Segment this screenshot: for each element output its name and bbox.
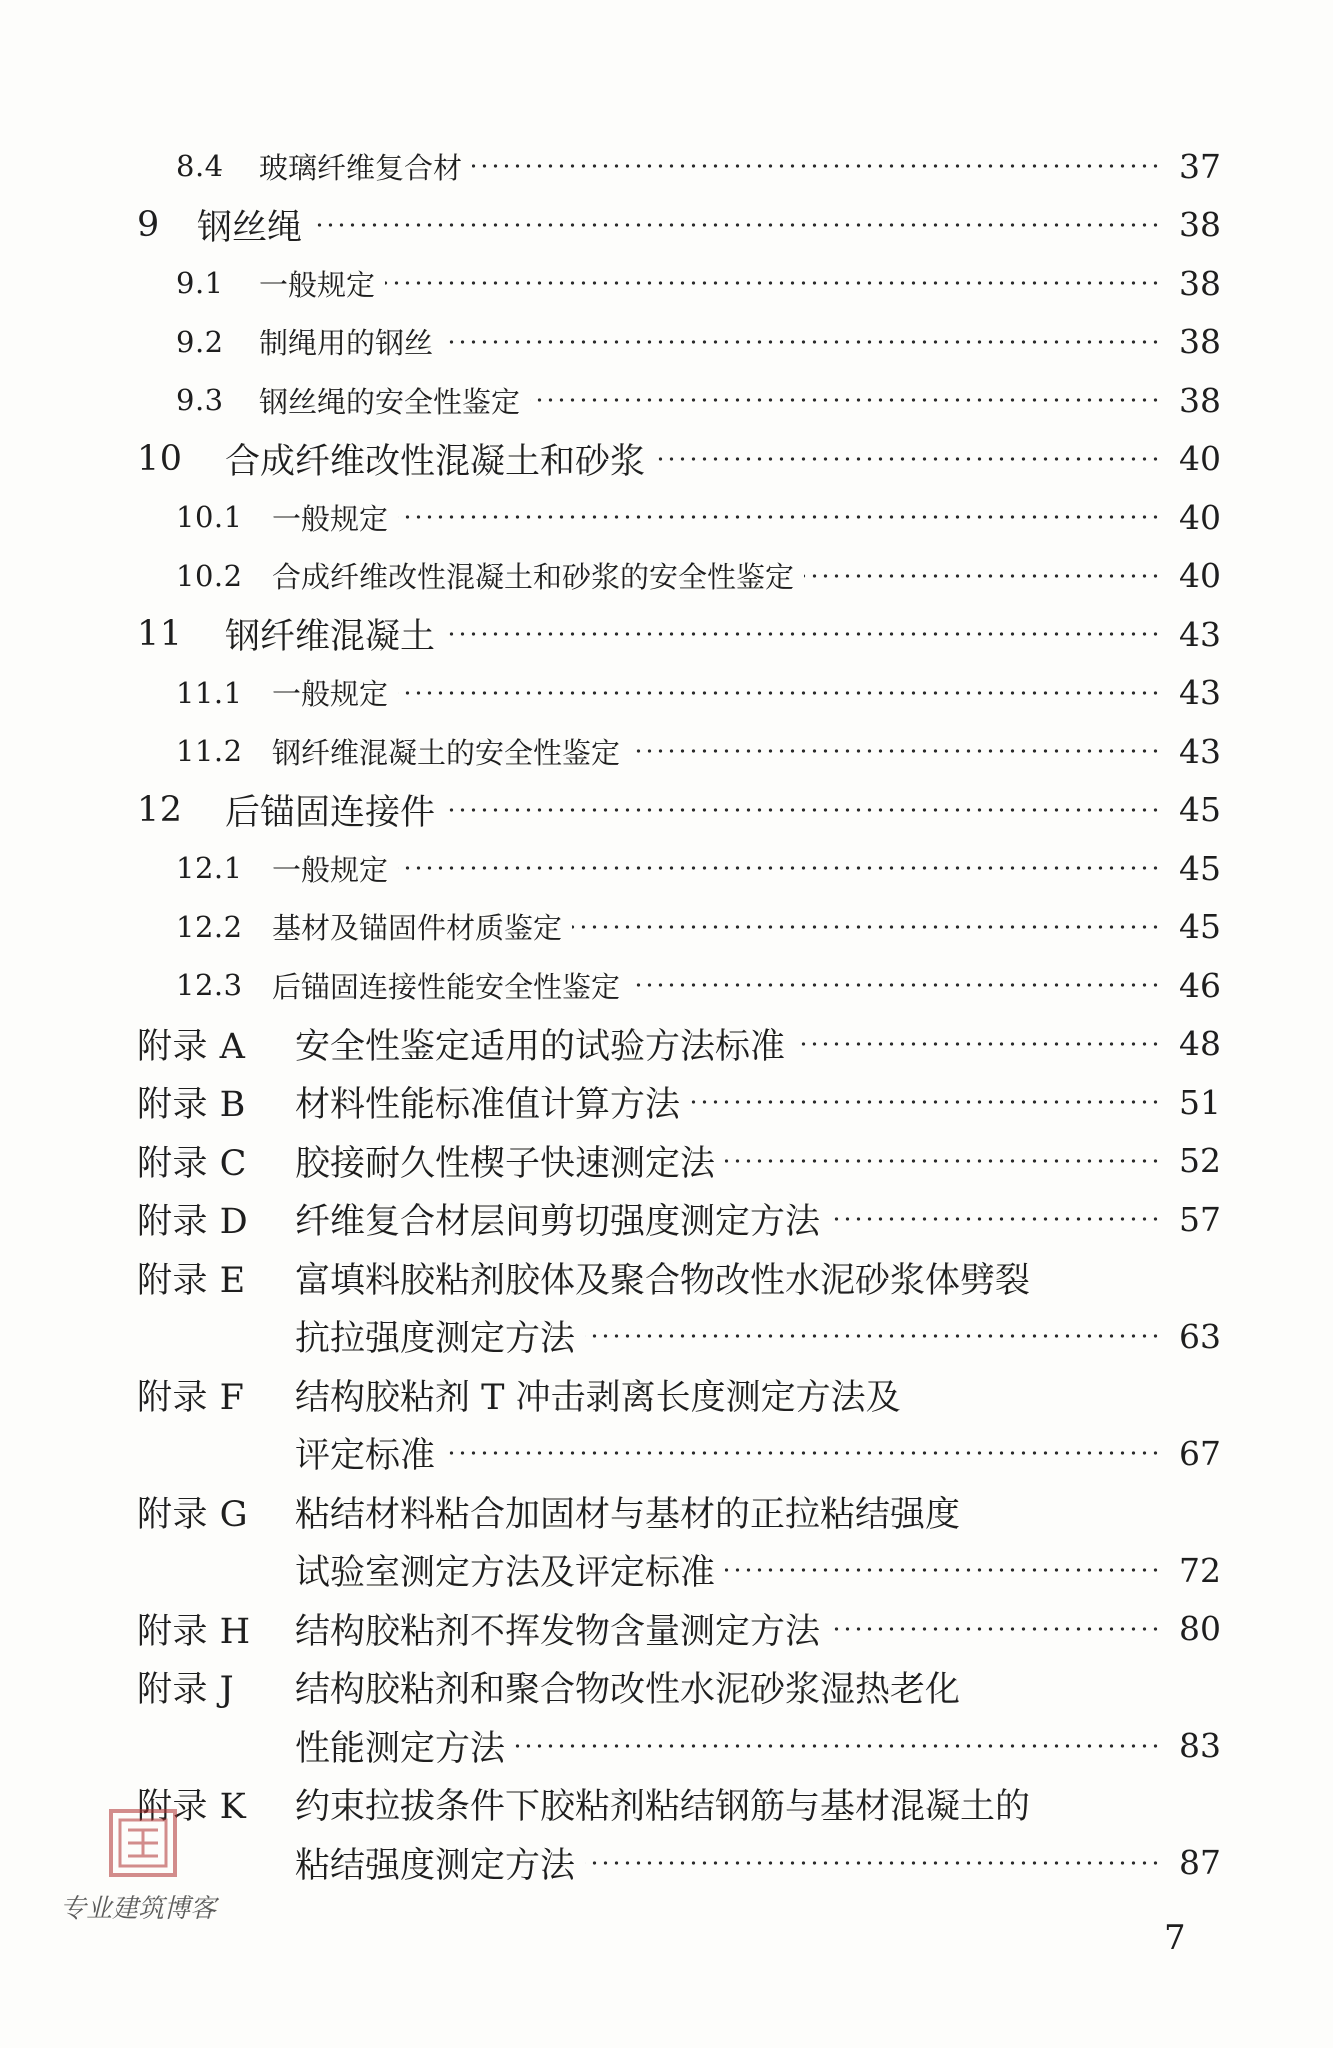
page-number: 7 <box>1164 1918 1186 1958</box>
toc-entry-page: 45 <box>1179 848 1221 888</box>
toc-leader-dots <box>630 983 1161 987</box>
toc-leader-dots <box>585 1334 1161 1338</box>
toc-entry[interactable]: 附录 G 粘结材料粘合加固材与基材的正拉粘结强度 <box>0 1483 1333 1542</box>
toc-entry[interactable] <box>0 1307 1333 1366</box>
toc-leader-dots <box>804 574 1161 578</box>
toc-entry[interactable]: 附录 D 纤维复合材层间剪切强度测定方法 57 <box>0 1190 1333 1249</box>
toc-leader-dots <box>830 1217 1161 1221</box>
toc-entry-title: 材料性能标准值计算方法 <box>295 1085 681 1126</box>
toc-leader-dots <box>312 223 1161 227</box>
toc-entry[interactable]: 10 合成纤维改性混凝土和砂浆 40 <box>0 430 1333 489</box>
toc-entry-title: 钢纤维混凝土 <box>225 617 436 658</box>
toc-leader-dots <box>795 1042 1161 1046</box>
toc-entry[interactable] <box>0 1541 1333 1600</box>
toc-leader-dots <box>572 925 1161 929</box>
toc-entry-page: 37 <box>1179 146 1221 186</box>
toc-entry-title: 粘结强度测定方法 <box>295 1845 576 1886</box>
toc-entry-title: 纤维复合材层间剪切强度测定方法 <box>295 1202 821 1243</box>
toc-entry[interactable]: 10.1 一般规定 40 <box>176 497 1221 537</box>
toc-leader-dots <box>515 1744 1161 1748</box>
toc-entry-title: 一般规定 <box>272 852 389 887</box>
toc-entry-page: 38 <box>1179 263 1221 303</box>
toc-entry[interactable] <box>0 1717 1333 1776</box>
toc-entry-title: 合成纤维改性混凝土和砂浆 <box>225 441 646 482</box>
toc-leader-dots <box>585 1861 1161 1865</box>
toc-entry-title: 胶接耐久性楔子快速测定法 <box>295 1143 716 1184</box>
toc-entry-page: 43 <box>1179 731 1221 771</box>
toc-entry-page: 38 <box>1179 205 1221 245</box>
toc-entry-page: 67 <box>1179 1433 1221 1473</box>
toc-entry-title: 约束拉拔条件下胶粘剂粘结钢筋与基材混凝土的 <box>295 1787 1031 1828</box>
toc-leader-dots <box>445 1451 1161 1455</box>
toc-entry-title: 一般规定 <box>259 267 376 302</box>
toc-entry-title: 富填料胶粘剂胶体及聚合物改性水泥砂浆体劈裂 <box>295 1260 1031 1301</box>
toc-entry-title: 合成纤维改性混凝土和砂浆的安全性鉴定 <box>272 560 795 595</box>
toc-entry[interactable]: 11 钢纤维混凝土 43 <box>0 605 1333 664</box>
toc-entry-title: 钢丝绳 <box>197 207 303 248</box>
toc-entry-title: 制绳用的钢丝 <box>259 326 434 361</box>
toc-entry-page: 80 <box>1179 1609 1221 1649</box>
toc-entry[interactable]: 附录 H 结构胶粘剂不挥发物含量测定方法 80 <box>0 1600 1333 1659</box>
toc-entry-page: 57 <box>1179 1199 1221 1239</box>
toc-entry-page: 63 <box>1179 1316 1221 1356</box>
toc-entry-page: 38 <box>1179 322 1221 362</box>
toc-entry-title: 性能测定方法 <box>295 1728 506 1769</box>
toc-entry[interactable]: 9.2 制绳用的钢丝 38 <box>176 322 1221 362</box>
toc-entry[interactable]: 附录 E 富填料胶粘剂胶体及聚合物改性水泥砂浆体劈裂 <box>0 1249 1333 1308</box>
toc-entry-title: 结构胶粘剂 T 冲击剥离长度测定方法及 <box>295 1377 901 1418</box>
toc-leader-dots <box>445 632 1161 636</box>
toc-entry[interactable]: 8.4 玻璃纤维复合材 37 <box>176 146 1221 186</box>
toc-entry[interactable]: 附录 F 结构胶粘剂 T 冲击剥离长度测定方法及 <box>0 1366 1333 1425</box>
toc-entry[interactable]: 12 后锚固连接件 45 <box>0 781 1333 840</box>
toc-entry-title: 一般规定 <box>272 501 389 536</box>
toc-entry[interactable]: 12.3 后锚固连接性能安全性鉴定 46 <box>176 965 1221 1005</box>
toc-leader-dots <box>725 1159 1161 1163</box>
seal-stamp-icon <box>108 1808 178 1878</box>
toc-entry-page: 45 <box>1179 907 1221 947</box>
toc-leader-dots <box>630 749 1161 753</box>
toc-entry[interactable]: 附录 B 材料性能标准值计算方法 51 <box>0 1073 1333 1132</box>
toc-entry-page: 83 <box>1179 1726 1221 1766</box>
toc-entry-title: 玻璃纤维复合材 <box>259 150 463 185</box>
toc-entry[interactable]: 12.1 一般规定 45 <box>176 848 1221 888</box>
toc-entry-title: 试验室测定方法及评定标准 <box>295 1553 716 1594</box>
toc-entry[interactable] <box>0 1834 1333 1893</box>
toc-leader-dots <box>398 691 1161 695</box>
toc-leader-dots <box>398 515 1161 519</box>
toc-entry[interactable]: 11.2 钢纤维混凝土的安全性鉴定 43 <box>176 731 1221 771</box>
toc-entry[interactable]: 9.1 一般规定 38 <box>176 263 1221 303</box>
toc-entry-page: 45 <box>1179 790 1221 830</box>
table-of-contents <box>0 137 1333 1892</box>
toc-entry-title: 钢纤维混凝土的安全性鉴定 <box>272 735 621 770</box>
toc-entry-title: 评定标准 <box>295 1436 436 1477</box>
toc-entry[interactable]: 附录 J 结构胶粘剂和聚合物改性水泥砂浆湿热老化 <box>0 1658 1333 1717</box>
toc-entry[interactable] <box>0 1424 1333 1483</box>
toc-entry-title: 一般规定 <box>272 677 389 712</box>
toc-entry-page: 40 <box>1179 497 1221 537</box>
toc-entry[interactable]: 附录 A 安全性鉴定适用的试验方法标准 48 <box>0 1015 1333 1074</box>
toc-entry-title: 基材及锚固件材质鉴定 <box>272 911 563 946</box>
toc-entry-title: 钢丝绳的安全性鉴定 <box>259 384 521 419</box>
toc-entry-page: 51 <box>1179 1082 1221 1122</box>
toc-entry-page: 38 <box>1179 380 1221 420</box>
toc-entry-title: 粘结材料粘合加固材与基材的正拉粘结强度 <box>295 1494 961 1535</box>
toc-entry-title: 结构胶粘剂不挥发物含量测定方法 <box>295 1611 821 1652</box>
toc-entry-page: 43 <box>1179 614 1221 654</box>
toc-entry[interactable]: 附录 K 约束拉拔条件下胶粘剂粘结钢筋与基材混凝土的 <box>0 1775 1333 1834</box>
toc-entry-page: 43 <box>1179 673 1221 713</box>
toc-leader-dots <box>385 281 1161 285</box>
toc-entry-page: 48 <box>1179 1024 1221 1064</box>
toc-entry[interactable]: 12.2 基材及锚固件材质鉴定 45 <box>176 907 1221 947</box>
toc-leader-dots <box>472 164 1161 168</box>
toc-entry[interactable]: 9 钢丝绳 38 <box>0 196 1333 255</box>
toc-entry[interactable]: 11.1 一般规定 43 <box>176 673 1221 713</box>
toc-leader-dots <box>690 1100 1161 1104</box>
toc-entry-title: 后锚固连接件 <box>225 792 436 833</box>
toc-leader-dots <box>725 1568 1161 1572</box>
toc-entry-title: 安全性鉴定适用的试验方法标准 <box>295 1026 786 1067</box>
toc-leader-dots <box>445 808 1161 812</box>
toc-entry-page: 40 <box>1179 556 1221 596</box>
toc-entry-page: 87 <box>1179 1843 1221 1883</box>
toc-entry-title: 后锚固连接性能安全性鉴定 <box>272 969 621 1004</box>
toc-entry[interactable]: 附录 C 胶接耐久性楔子快速测定法 52 <box>0 1132 1333 1191</box>
toc-entry-page: 40 <box>1179 439 1221 479</box>
toc-entry-title: 抗拉强度测定方法 <box>295 1319 576 1360</box>
toc-leader-dots <box>830 1627 1161 1631</box>
toc-entry-page: 72 <box>1179 1550 1221 1590</box>
toc-leader-dots <box>530 398 1161 402</box>
toc-entry-title: 结构胶粘剂和聚合物改性水泥砂浆湿热老化 <box>295 1670 961 1711</box>
toc-leader-dots <box>398 866 1161 870</box>
toc-leader-dots <box>655 457 1161 461</box>
watermark: 专业建筑博客 <box>60 1894 217 1924</box>
toc-entry[interactable]: 10.2 合成纤维改性混凝土和砂浆的安全性鉴定 40 <box>176 556 1221 596</box>
toc-entry[interactable]: 9.3 钢丝绳的安全性鉴定 38 <box>176 380 1221 420</box>
toc-entry-page: 46 <box>1179 965 1221 1005</box>
toc-leader-dots <box>443 340 1161 344</box>
toc-entry-page: 52 <box>1179 1141 1221 1181</box>
